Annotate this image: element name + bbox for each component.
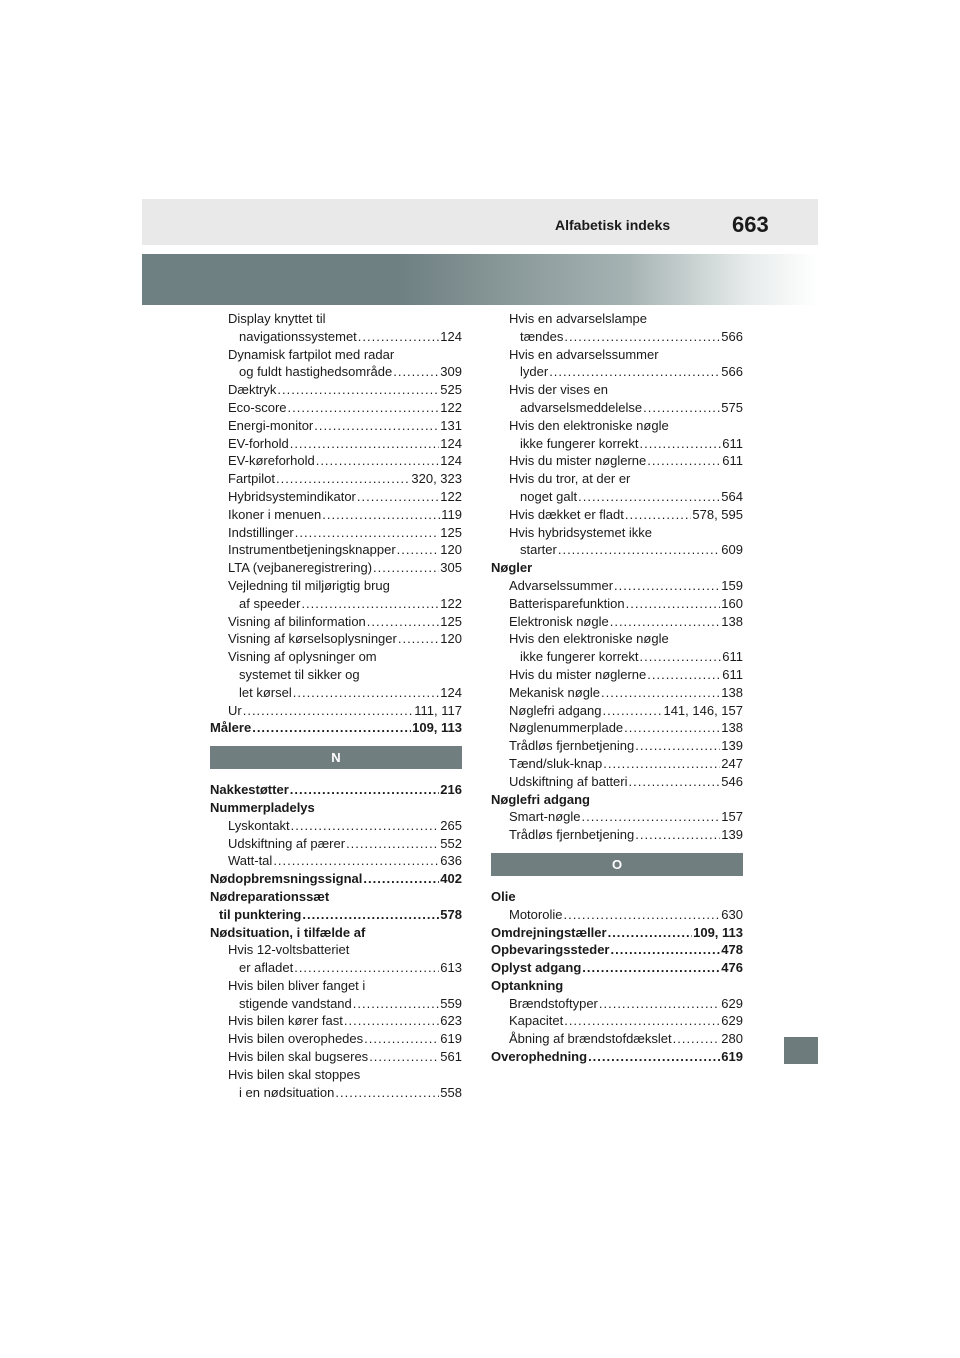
- index-entry-page: 629: [721, 995, 743, 1011]
- index-entry: [210, 435, 462, 453]
- dot-leader: [624, 719, 720, 737]
- index-entry-term: Visning af bilinformation: [228, 613, 366, 629]
- index-entry: [210, 328, 462, 346]
- index-entry: [210, 630, 462, 648]
- index-entry-term: Hvis du mister nøglerne: [509, 666, 647, 682]
- index-entry-term: Nøglenummerplade: [509, 720, 624, 736]
- index-entry: [491, 826, 743, 844]
- dot-leader: [369, 1048, 439, 1066]
- dot-leader: [647, 666, 721, 684]
- index-entry-page: 139: [721, 827, 743, 843]
- index-entry-term: advarselsmeddelelse: [520, 399, 643, 415]
- index-entry: [210, 310, 462, 328]
- index-entry-term: af speeder: [239, 595, 301, 611]
- index-entry-page: 124: [440, 328, 462, 344]
- index-entry: [210, 399, 462, 417]
- index-entry-page: 566: [721, 328, 743, 344]
- index-entry-term: Advarselssummer: [509, 577, 614, 593]
- index-entry-page: 619: [440, 1031, 462, 1047]
- dot-leader: [398, 630, 439, 648]
- index-entry-term: Mekanisk nøgle: [509, 684, 601, 700]
- index-entry-term: LTA (vejbaneregistrering): [228, 560, 373, 576]
- index-entry: [491, 1030, 743, 1048]
- index-entry-page: 611: [722, 435, 743, 451]
- index-entry: [491, 666, 743, 684]
- index-entry: [210, 1012, 462, 1030]
- index-entry-page: 564: [721, 488, 743, 504]
- page-number: 663: [732, 212, 769, 237]
- index-entry-term: Fartpilot: [228, 471, 275, 487]
- index-entry-page: 478: [721, 942, 743, 958]
- index-entry: [210, 781, 462, 799]
- index-entry: [491, 791, 743, 809]
- dot-leader: [625, 506, 692, 524]
- index-entry-page: 623: [440, 1013, 462, 1029]
- index-entry: [210, 381, 462, 399]
- index-entry: [210, 1084, 462, 1102]
- dot-leader: [626, 595, 721, 613]
- dot-leader: [603, 702, 663, 720]
- index-entry-page: 629: [721, 1013, 743, 1029]
- section-title: Alfabetisk indeks: [555, 217, 671, 233]
- index-entry-term: Smart-nøgle: [509, 809, 581, 825]
- index-entry-term: starter: [520, 542, 557, 558]
- index-entry-term: Hvis 12-voltsbatteriet: [228, 942, 350, 958]
- index-entry: [491, 613, 743, 631]
- dot-leader: [564, 328, 720, 346]
- index-entry-page: 124: [440, 453, 462, 469]
- dot-leader: [647, 452, 721, 470]
- index-entry-term: Overophedning: [491, 1049, 588, 1065]
- index-entry-term: Display knyttet til: [228, 311, 326, 326]
- index-entry: [491, 808, 743, 826]
- index-entry-term: let kørsel: [239, 684, 292, 700]
- index-entry: [210, 595, 462, 613]
- index-entry: [491, 577, 743, 595]
- index-entry: [210, 541, 462, 559]
- index-entry-term: Åbning af brændstofdækslet: [509, 1031, 672, 1047]
- index-entry: [491, 541, 743, 559]
- index-entry: [491, 737, 743, 755]
- index-entry-page: 139: [721, 738, 743, 754]
- dot-leader: [288, 399, 440, 417]
- dot-leader: [295, 524, 440, 542]
- index-entry-term: Hvis en advarselslampe: [509, 311, 648, 326]
- index-entry-page: 609: [721, 542, 743, 558]
- index-entry: [210, 977, 462, 995]
- dot-leader: [301, 595, 439, 613]
- index-entry-term: Tænd/sluk-knap: [509, 755, 603, 771]
- index-entry: [210, 888, 462, 906]
- index-entry-page: 552: [440, 835, 462, 851]
- index-entry: [210, 684, 462, 702]
- index-entry-term: Hvis bilen overophedes: [228, 1031, 364, 1047]
- index-entry-term: og fuldt hastighedsområde: [239, 364, 393, 380]
- index-entry-term: Hvis bilen skal bugseres: [228, 1049, 369, 1065]
- index-entry: [210, 559, 462, 577]
- index-entry: [491, 959, 743, 977]
- index-entry: [491, 363, 743, 381]
- index-entry-page: 160: [721, 595, 743, 611]
- index-entry-page: 216: [440, 782, 462, 798]
- index-entry-term: Dynamisk fartpilot med radar: [228, 346, 395, 362]
- index-entry-term: Hvis hybridsystemet ikke: [509, 524, 653, 540]
- index-entry-term: Opbevaringssteder: [491, 942, 610, 958]
- index-entry: [491, 452, 743, 470]
- index-entry-page: 124: [440, 684, 462, 700]
- index-entry: [491, 888, 743, 906]
- index-entry-page: 131: [440, 417, 462, 433]
- index-entry-page: 119: [441, 506, 462, 522]
- index-entry-page: 630: [721, 906, 743, 922]
- index-entry: [491, 595, 743, 613]
- dot-leader: [549, 363, 720, 381]
- index-entry: [491, 435, 743, 453]
- index-entry-term: er afladet: [239, 960, 294, 976]
- dot-leader: [277, 381, 439, 399]
- index-entry-page: 611: [722, 453, 743, 469]
- index-entry-term: ikke fungerer korrekt: [520, 649, 639, 665]
- index-entry-page: 309: [440, 364, 462, 380]
- index-entry-page: 611: [722, 666, 743, 682]
- dot-leader: [335, 1084, 439, 1102]
- index-entry: [210, 470, 462, 488]
- index-entry-term: Olie: [491, 888, 516, 904]
- dot-leader: [363, 870, 439, 888]
- decorative-gradient-band: [142, 254, 818, 305]
- dot-leader: [293, 684, 440, 702]
- index-entry-term: Nummerpladelys: [210, 799, 315, 815]
- index-entry-page: 265: [440, 817, 462, 833]
- index-column-left: [210, 310, 462, 1101]
- index-entry-term: navigationssystemet: [239, 328, 357, 344]
- index-entry-term: Visning af kørselsoplysninger: [228, 631, 397, 647]
- index-entry: [491, 506, 743, 524]
- index-entry: [491, 1048, 743, 1066]
- index-entry: [210, 995, 462, 1013]
- index-entry: [491, 470, 743, 488]
- index-entry-page: 476: [721, 960, 743, 976]
- index-entry: [210, 452, 462, 470]
- index-entry-term: Nødopbremsningssignal: [210, 871, 363, 887]
- index-entry-page: 546: [721, 773, 743, 789]
- index-entry-term: Hvis bilen skal stoppes: [228, 1066, 361, 1082]
- index-entry-term: Kapacitet: [509, 1013, 564, 1029]
- index-entry-term: Lyskontakt: [228, 817, 290, 833]
- index-entry-term: Hvis bilen bliver fanget i: [228, 977, 366, 993]
- index-entry-page: 125: [440, 524, 462, 540]
- index-entry: [491, 346, 743, 364]
- index-entry-term: Eco-score: [228, 399, 287, 415]
- index-entry: [210, 941, 462, 959]
- dot-leader: [273, 852, 439, 870]
- index-entry: [210, 924, 462, 942]
- index-entry: [491, 1012, 743, 1030]
- letter-heading: O: [491, 853, 743, 876]
- index-entry-term: Ikoner i menuen: [228, 506, 322, 522]
- index-entry-term: Motorolie: [509, 906, 563, 922]
- index-entry-term: EV-forhold: [228, 435, 289, 451]
- index-entry-page: 138: [721, 613, 743, 629]
- index-entry-term: Hvis der vises en: [509, 382, 608, 398]
- index-entry: [491, 648, 743, 666]
- index-entry-page: 124: [440, 435, 462, 451]
- index-entry-page: 111, 117: [414, 702, 462, 718]
- dot-leader: [601, 684, 720, 702]
- dot-leader: [364, 1030, 439, 1048]
- index-entry-term: ikke fungerer korrekt: [520, 435, 639, 451]
- index-entry: [491, 417, 743, 435]
- index-entry-term: EV-køreforhold: [228, 453, 315, 469]
- dot-leader: [603, 755, 720, 773]
- index-entry: [210, 648, 462, 666]
- index-entry-page: 109, 113: [412, 720, 462, 736]
- index-entry-page: 120: [440, 542, 462, 558]
- index-entry-term: systemet til sikker og: [239, 666, 360, 682]
- index-entry-term: Trådløs fjernbetjening: [509, 738, 635, 754]
- index-entry-page: 578, 595: [692, 506, 743, 522]
- index-entry: [491, 702, 743, 720]
- index-entry-page: 578: [440, 906, 462, 922]
- index-entry-term: Nøglefri adgang: [509, 702, 602, 718]
- index-entry-page: 575: [721, 399, 743, 415]
- dot-leader: [276, 470, 410, 488]
- index-entry-page: 157: [721, 809, 743, 825]
- dot-leader: [353, 995, 440, 1013]
- index-entry-term: Optankning: [491, 977, 564, 993]
- index-entry: [491, 381, 743, 399]
- index-entry-page: 280: [721, 1031, 743, 1047]
- thumb-index-tab: [784, 1037, 818, 1064]
- index-entry: [210, 346, 462, 364]
- dot-leader: [291, 817, 440, 835]
- index-entry: [491, 941, 743, 959]
- dot-leader: [367, 613, 440, 631]
- index-entry-page: 122: [440, 595, 462, 611]
- index-entry-term: Vejledning til miljørigtig brug: [228, 577, 390, 593]
- index-entry-term: Hvis dækket er fladt: [509, 506, 624, 522]
- index-entry-term: til punktering: [219, 906, 302, 922]
- index-entry-term: Oplyst adgang: [491, 960, 582, 976]
- dot-leader: [673, 1030, 721, 1048]
- dot-leader: [294, 959, 439, 977]
- index-entry: [491, 328, 743, 346]
- index-entry-term: Nøglefri adgang: [491, 791, 590, 807]
- index-entry-page: 613: [440, 960, 462, 976]
- index-entry: [210, 835, 462, 853]
- dot-leader: [322, 506, 440, 524]
- index-entry-term: Udskiftning af batteri: [509, 773, 628, 789]
- dot-leader: [397, 541, 440, 559]
- index-entry-term: Hvis den elektroniske nøgle: [509, 417, 669, 433]
- dot-leader: [611, 941, 721, 959]
- index-entry-page: 636: [440, 853, 462, 869]
- dot-leader: [640, 435, 722, 453]
- index-entry-term: Nødsituation, i tilfælde af: [210, 924, 366, 940]
- index-entry-page: 566: [721, 364, 743, 380]
- index-entry-term: tændes: [520, 328, 564, 344]
- index-entry-page: 122: [440, 399, 462, 415]
- dot-leader: [252, 719, 411, 737]
- dot-leader: [316, 452, 440, 470]
- index-entry-term: lyder: [520, 364, 549, 380]
- dot-leader: [564, 1012, 720, 1030]
- index-entry-term: Hvis du mister nøglerne: [509, 453, 647, 469]
- header-band: [142, 199, 818, 245]
- index-entry-page: 138: [721, 720, 743, 736]
- index-entry-page: 125: [440, 613, 462, 629]
- dot-leader: [599, 995, 720, 1013]
- index-entry-page: 558: [440, 1084, 462, 1100]
- index-entry-page: 159: [721, 577, 743, 593]
- index-entry: [210, 906, 462, 924]
- index-entry-page: 247: [721, 755, 743, 771]
- index-entry-page: 320, 323: [411, 471, 462, 487]
- index-entry-term: stigende vandstand: [239, 995, 352, 1011]
- index-entry: [491, 719, 743, 737]
- index-entry: [210, 417, 462, 435]
- dot-leader: [635, 737, 720, 755]
- dot-leader: [302, 906, 439, 924]
- index-entry: [210, 852, 462, 870]
- dot-leader: [614, 577, 720, 595]
- index-entry: [210, 488, 462, 506]
- index-column-right: [491, 310, 743, 1066]
- index-entry: [210, 870, 462, 888]
- dot-leader: [243, 702, 414, 720]
- index-entry: [210, 506, 462, 524]
- index-entry-term: Dæktryk: [228, 382, 277, 398]
- index-entry-term: noget galt: [520, 488, 578, 504]
- dot-leader: [558, 541, 720, 559]
- index-entry-page: 141, 146, 157: [663, 702, 743, 718]
- index-entry-page: 561: [440, 1049, 462, 1065]
- dot-leader: [393, 363, 439, 381]
- index-entry-page: 611: [722, 649, 743, 665]
- index-entry-page: 525: [440, 382, 462, 398]
- index-entry: [491, 684, 743, 702]
- dot-leader: [344, 1012, 439, 1030]
- index-entry: [210, 817, 462, 835]
- index-entry: [491, 399, 743, 417]
- dot-leader: [357, 488, 439, 506]
- dot-leader: [610, 613, 721, 631]
- index-entry-term: Hybridsystemindikator: [228, 488, 356, 504]
- index-entry-term: Visning af oplysninger om: [228, 649, 377, 665]
- dot-leader: [373, 559, 439, 577]
- dot-leader: [578, 488, 720, 506]
- letter-heading: N: [210, 746, 462, 769]
- index-entry: [491, 310, 743, 328]
- dot-leader: [588, 1048, 720, 1066]
- index-entry-term: Watt-tal: [228, 853, 273, 869]
- index-entry-term: Nøgler: [491, 560, 533, 576]
- index-entry-page: 120: [440, 631, 462, 647]
- index-entry: [491, 924, 743, 942]
- index-entry: [210, 959, 462, 977]
- dot-leader: [635, 826, 720, 844]
- dot-leader: [608, 924, 693, 942]
- index-entry: [210, 524, 462, 542]
- index-entry-term: Hvis du tror, at der er: [509, 471, 631, 487]
- index-entry: [491, 773, 743, 791]
- index-entry-term: Nakkestøtter: [210, 782, 289, 798]
- dot-leader: [582, 959, 720, 977]
- index-entry-term: Trådløs fjernbetjening: [509, 827, 635, 843]
- index-entry-term: i en nødsituation: [239, 1084, 335, 1100]
- dot-leader: [346, 835, 439, 853]
- index-entry-page: 559: [440, 995, 462, 1011]
- dot-leader: [643, 399, 720, 417]
- index-entry-term: Ur: [228, 702, 242, 718]
- index-entry: [210, 613, 462, 631]
- index-entry: [210, 1030, 462, 1048]
- index-entry: [491, 995, 743, 1013]
- dot-leader: [314, 417, 439, 435]
- index-entry-term: Energi-monitor: [228, 417, 314, 433]
- index-entry: [491, 977, 743, 995]
- index-entry: [491, 906, 743, 924]
- index-entry: [210, 577, 462, 595]
- index-entry: [210, 799, 462, 817]
- index-entry: [210, 363, 462, 381]
- index-entry-page: 619: [721, 1049, 743, 1065]
- dot-leader: [358, 328, 440, 346]
- index-entry: [491, 488, 743, 506]
- index-entry-page: 138: [721, 684, 743, 700]
- index-entry-page: 402: [440, 871, 462, 887]
- index-entry-term: Brændstoftyper: [509, 995, 598, 1011]
- index-entry-term: Batterisparefunktion: [509, 595, 625, 611]
- index-entry: [491, 630, 743, 648]
- index-entry-term: Hvis bilen kører fast: [228, 1013, 343, 1029]
- index-entry-term: Hvis den elektroniske nøgle: [509, 631, 669, 647]
- dot-leader: [640, 648, 722, 666]
- index-entry-term: Instrumentbetjeningsknapper: [228, 542, 396, 558]
- dot-leader: [629, 773, 721, 791]
- dot-leader: [290, 435, 440, 453]
- index-entry-term: Elektronisk nøgle: [509, 613, 609, 629]
- index-entry-term: Målere: [210, 720, 252, 736]
- index-entry-term: Indstillinger: [228, 524, 294, 540]
- dot-leader: [563, 906, 720, 924]
- index-entry: [491, 559, 743, 577]
- index-entry: [491, 755, 743, 773]
- index-entry: [210, 1066, 462, 1084]
- dot-leader: [290, 781, 440, 799]
- index-entry: [210, 719, 462, 737]
- index-entry: [491, 524, 743, 542]
- index-entry-term: Hvis en advarselssummer: [509, 346, 659, 362]
- dot-leader: [582, 808, 721, 826]
- index-entry: [210, 702, 462, 720]
- index-entry-term: Omdrejningstæller: [491, 924, 607, 940]
- index-entry-term: Nødreparationssæt: [210, 888, 330, 904]
- index-entry-page: 122: [440, 488, 462, 504]
- index-entry: [210, 1048, 462, 1066]
- index-entry-term: Udskiftning af pærer: [228, 835, 346, 851]
- index-entry-page: 305: [440, 560, 462, 576]
- index-entry-page: 109, 113: [693, 924, 743, 940]
- index-entry: [210, 666, 462, 684]
